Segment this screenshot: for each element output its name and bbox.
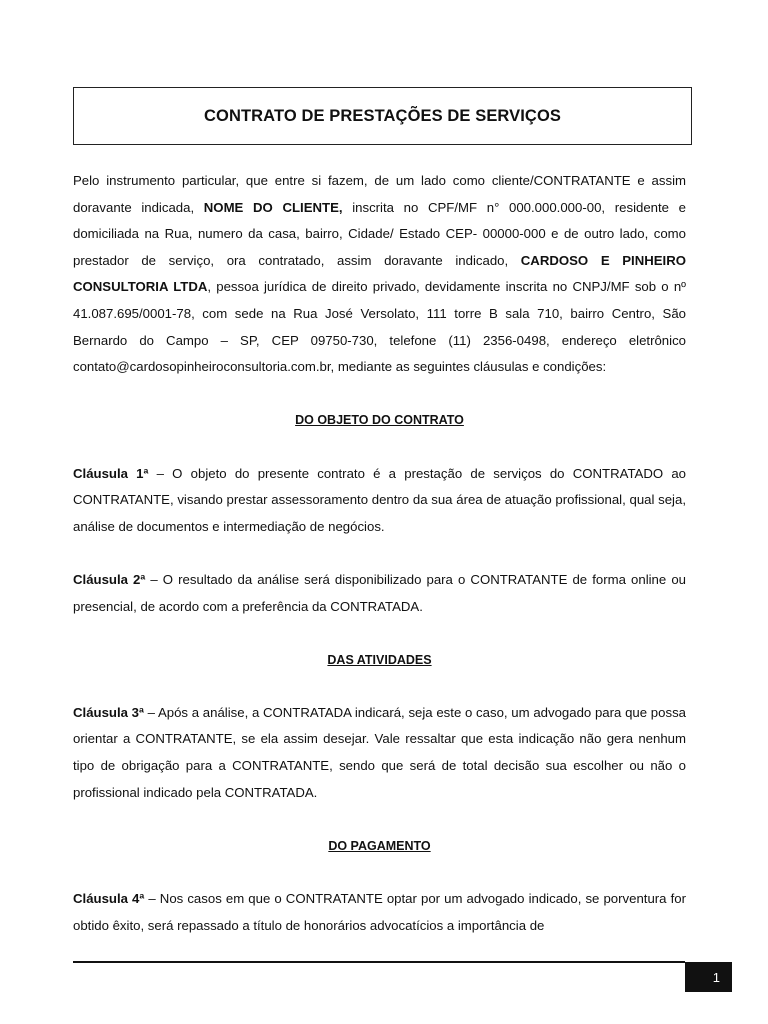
clause-label: Cláusula 4ª <box>73 891 145 907</box>
section-heading-objeto: DO OBJETO DO CONTRATO <box>295 413 464 428</box>
intro-paragraph <box>73 168 686 381</box>
clause-1 <box>73 461 686 541</box>
section-heading-pagamento: DO PAGAMENTO <box>328 838 431 853</box>
company-name: CARDOSO E PINHEIRO CONSULTORIA LTDA <box>73 252 686 295</box>
clause-label: Cláusula 1ª <box>73 465 149 481</box>
clause-text: – Após a análise, a CONTRATADA indicará, seja este o caso, um advogado para que possa orientar a CONTRATANTE, se ela assim desejar. Vale ressaltar que esta indicação não gera nenhum tipo de obrigação para a CONTRATANTE, sendo que será de total decisão sua escolher ou não o profissional indicado pela CONTRATADA. <box>73 704 686 800</box>
clause-3 <box>73 700 686 806</box>
intro-part-2: inscrita no CPF/MF n° 000.000.000-00, residente e domiciliada na Rua, numero da casa, bairro, Cidade/ Estado CEP- 00000-000 e de outro lado, como prestador de serviço, ora contratado, assim doravante indicado, <box>73 199 686 268</box>
page-number: 1 <box>685 962 732 992</box>
clause-text: – O objeto do presente contrato é a prestação de serviços do CONTRATADO ao CONTRATANTE, visando prestar assessoramento dentro da sua área de atuação profissional, qual seja, análise de documentos e intermediação de negócios. <box>73 465 686 534</box>
clause-label: Cláusula 3ª <box>73 704 144 720</box>
intro-part-1: Pelo instrumento particular, que entre si fazem, de um lado como cliente/CONTRATANTE e assim doravante indicada, <box>73 173 686 215</box>
clause-text: – O resultado da análise será disponibilizado para o CONTRATANTE de forma online ou presencial, de acordo com a preferência da CONTRATADA. <box>73 571 686 614</box>
document-body <box>73 168 686 939</box>
clause-2 <box>73 567 686 620</box>
document-title: CONTRATO DE PRESTAÇÕES DE SERVIÇOS <box>204 106 561 125</box>
clause-text: – Nos casos em que o CONTRATANTE optar por um advogado indicado, se porventura for obtido êxito, será repassado a título de honorários advocatícios a importância de <box>73 891 686 933</box>
intro-part-3: , pessoa jurídica de direito privado, devidamente inscrita no CNPJ/MF sob o nº 41.087.695/0001-78, com sede na Rua José Versolato, 111 torre B sala 710, bairro Centro, São Bernardo do Campo – SP, CEP 09750-730, telefone (11) 2356-0498, endereço eletrônico contato@cardosopinheiroconsultoria.com.br, mediante as seguintes cláusulas e condições: <box>73 279 686 375</box>
section-heading-atividades: DAS ATIVIDADES <box>327 652 432 667</box>
title-box <box>73 87 692 145</box>
footer-divider <box>73 961 685 963</box>
clause-label: Cláusula 2ª <box>73 571 146 587</box>
client-name: NOME DO CLIENTE, <box>203 199 343 215</box>
clause-4 <box>73 886 686 939</box>
